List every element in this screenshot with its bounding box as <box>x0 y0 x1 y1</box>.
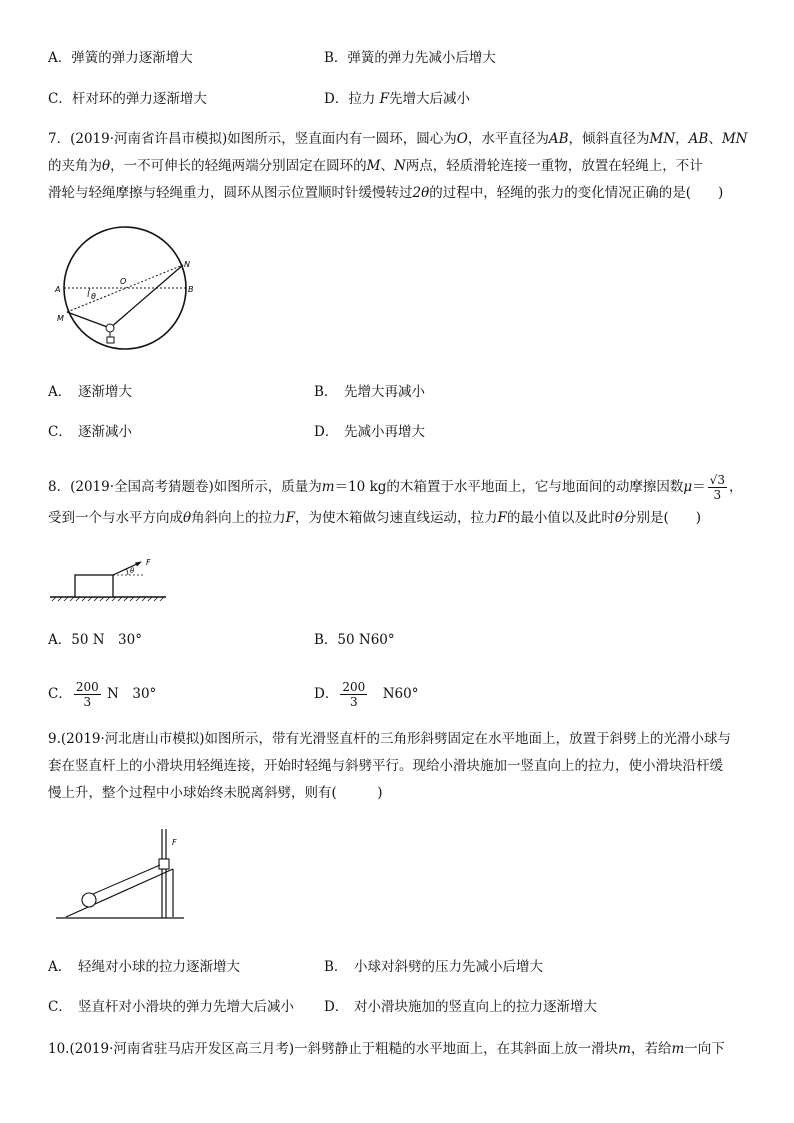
fraction-denominator: 3 <box>713 488 722 502</box>
slider-block <box>159 859 169 869</box>
q7-option-c <box>48 423 132 441</box>
q10-text: 10.(2019·河南省驻马店开发区高三月考)一斜劈静止于粗糙的水平地面上，在其斜面上放一滑块 <box>48 1041 619 1057</box>
q7-text: 、 <box>380 158 394 174</box>
option-label: C． <box>48 999 72 1015</box>
q6-option-b: B．弹簧的弹力先减小后增大 <box>324 50 496 66</box>
q8-text: ， <box>728 479 743 495</box>
q8-option-b: B．50 N60° <box>314 632 395 648</box>
q7-text: 滑轮与轻绳摩擦与轻绳重力，圆环从图示位置顺时针缓慢转过 <box>48 185 413 201</box>
q9-stem-line3: 慢上升，整个过程中小球始终未脱离斜劈，则有( ) <box>48 785 383 801</box>
q8-text: ＝ <box>692 479 706 495</box>
q6-option-d-suffix: 先增大后减小 <box>389 91 470 107</box>
q9-option-d <box>324 998 597 1016</box>
label-M: M <box>57 314 64 323</box>
option-label: B． <box>324 959 348 975</box>
option-text: 竖直杆对小滑块的弹力先增大后减小 <box>78 999 294 1015</box>
option-label: C． <box>48 686 72 702</box>
option-text: N60° <box>369 686 419 702</box>
label-F: F <box>146 558 151 567</box>
q6-option-d-prefix: D．拉力 <box>324 91 376 107</box>
q8-text: 8．(2019·全国高考猜题卷)如图所示，质量为 <box>48 479 322 495</box>
q6-option-a: A．弹簧的弹力逐渐增大 <box>48 50 193 66</box>
q8-text: ，为使木箱做匀速直线运动，拉力 <box>295 510 498 526</box>
q8-option-c <box>48 680 156 709</box>
option-label: D． <box>314 424 339 440</box>
force-arrow <box>113 563 139 575</box>
q10-stem-line1 <box>48 1040 725 1058</box>
var-O: O <box>456 131 468 147</box>
q6-option-d <box>324 90 470 108</box>
q9-stem-line2: 套在竖直杆上的小滑块用轻绳连接，开始时轻绳与斜劈平行。现给小滑块施加一竖直向上的拉力，使小滑块沿杆缓 <box>48 758 723 774</box>
q10-text: 一向下 <box>684 1041 725 1057</box>
q7-text: 、 <box>708 131 722 147</box>
var-F: F <box>285 510 296 526</box>
q7-text: ， <box>675 131 689 147</box>
label-theta: θ <box>91 292 96 301</box>
option-label: D． <box>314 686 339 702</box>
q7-text: 7．(2019·河南省许昌市模拟)如图所示，竖直面内有一圆环，圆心为 <box>48 131 457 147</box>
q7-circle-figure <box>50 222 200 352</box>
option-text: 逐渐增大 <box>78 384 132 400</box>
option-fraction <box>340 680 367 709</box>
option-label: D． <box>324 999 349 1015</box>
theta-arc <box>127 569 129 575</box>
option-text: N 30° <box>102 686 157 702</box>
wooden-box <box>75 575 113 597</box>
q8-option-a: A．50 N 30° <box>48 632 142 648</box>
var-F: F <box>379 91 389 107</box>
option-label: A． <box>48 384 72 400</box>
label-theta: θ <box>130 567 135 575</box>
option-text: 对小滑块施加的竖直向上的拉力逐渐增大 <box>354 999 597 1015</box>
arrow-head <box>135 562 142 567</box>
option-text: 先增大再减小 <box>344 384 425 400</box>
fraction-numerator: 200 <box>342 680 366 694</box>
q9-wedge-figure <box>56 826 196 924</box>
label-N: N <box>184 260 190 269</box>
pulley <box>106 324 114 332</box>
option-text: 轻绳对小球的拉力逐渐增大 <box>78 959 240 975</box>
option-text: 先减小再增大 <box>344 424 425 440</box>
rope-right <box>110 265 183 328</box>
q7-option-b <box>314 383 425 401</box>
var-m: m <box>618 1041 631 1057</box>
mu-fraction <box>708 473 727 502</box>
fraction-denominator: 3 <box>83 695 92 709</box>
q8-box-figure <box>48 556 168 606</box>
option-text: 小球对斜劈的压力先减小后增大 <box>354 959 543 975</box>
var-mu: μ <box>683 479 693 495</box>
theta-arc <box>88 288 90 297</box>
var-2theta: 2θ <box>412 185 430 201</box>
wedge-slope <box>66 869 173 917</box>
label-F: F <box>172 838 177 847</box>
var-MN: MN <box>721 131 748 147</box>
var-AB: AB <box>688 131 709 147</box>
label-B: B <box>188 285 194 294</box>
q10-text: ，若给 <box>630 1041 672 1057</box>
var-MN: MN <box>649 131 676 147</box>
option-label: C． <box>48 424 72 440</box>
q9-option-a <box>48 958 240 976</box>
fraction-numerator: √3 <box>709 473 725 487</box>
var-M: M <box>366 158 381 174</box>
option-label: A． <box>48 959 72 975</box>
smooth-ball <box>82 893 96 907</box>
q8-stem-line1 <box>48 473 742 502</box>
var-m: m <box>321 479 335 495</box>
q8-text: 分别是( ) <box>623 510 702 526</box>
var-theta: θ <box>102 158 111 174</box>
var-theta: θ <box>183 510 192 526</box>
label-O: O <box>120 277 127 286</box>
q7-option-d <box>314 423 425 441</box>
q8-stem-line2 <box>48 509 701 527</box>
q9-option-c <box>48 998 294 1016</box>
var-m: m <box>671 1041 685 1057</box>
var-F: F <box>497 510 507 526</box>
q8-text: 受到一个与水平方向成 <box>48 510 183 526</box>
q6-option-c: C．杆对环的弹力逐渐增大 <box>48 91 207 107</box>
q7-text: 的过程中，轻绳的张力的变化情况正确的是( ) <box>429 185 724 201</box>
q7-text: ，倾斜直径为 <box>568 131 650 147</box>
var-AB: AB <box>548 131 569 147</box>
q7-text: 的夹角为 <box>48 158 102 174</box>
q7-option-a <box>48 383 132 401</box>
option-fraction <box>74 680 101 709</box>
q7-text: ，一不可伸长的轻绳两端分别固定在圆环的 <box>110 158 367 174</box>
var-N: N <box>393 158 406 174</box>
q7-text: 两点，轻质滑轮连接一重物，放置在轻绳上，不计 <box>405 158 703 174</box>
option-text: 逐渐减小 <box>78 424 132 440</box>
q7-text: ，水平直径为 <box>467 131 549 147</box>
q8-text: 的最小值以及此时 <box>506 510 615 526</box>
fraction-numerator: 200 <box>75 680 99 694</box>
label-A: A <box>55 285 61 294</box>
q8-text: 角斜向上的拉力 <box>191 510 286 526</box>
var-theta: θ <box>614 510 624 526</box>
q8-text: ＝10 kg的木箱置于水平地面上，它与地面间的动摩擦因数 <box>334 479 684 495</box>
q7-stem <box>48 126 748 207</box>
q9-option-b <box>324 958 543 976</box>
q8-option-d <box>314 680 418 709</box>
weight-block <box>107 337 114 343</box>
fraction-denominator: 3 <box>349 695 358 709</box>
q9-stem-line1: 9.(2019·河北唐山市模拟)如图所示，带有光滑竖直杆的三角形斜劈固定在水平地面上，放置于斜劈上的光滑小球与 <box>48 731 732 747</box>
option-label: B． <box>314 384 338 400</box>
